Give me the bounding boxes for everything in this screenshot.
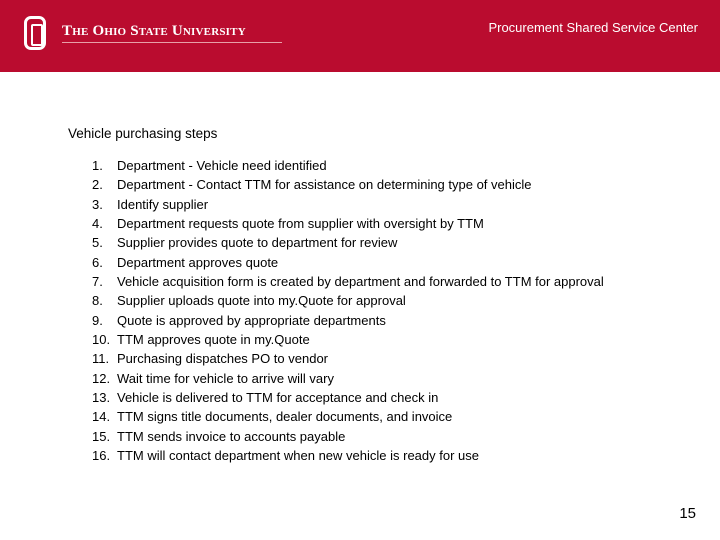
step-text: Department approves quote (117, 254, 279, 270)
step-number: 14. (92, 409, 111, 425)
step-number: 5. (92, 235, 103, 251)
step-text: Supplier uploads quote into my.Quote for approval (117, 293, 406, 309)
list-item (92, 197, 604, 216)
step-text: Department requests quote from supplier with oversight by TTM (117, 216, 484, 232)
step-text: Quote is approved by appropriate departments (117, 312, 386, 328)
slide-title: Vehicle purchasing steps (68, 126, 218, 141)
step-number: 4. (92, 216, 103, 232)
step-text: TTM will contact department when new vehicle is ready for use (117, 448, 479, 464)
list-item (92, 177, 604, 196)
step-number: 7. (92, 274, 103, 290)
osu-block-o-logo (24, 16, 46, 50)
page-number: 15 (679, 505, 696, 522)
list-item (92, 332, 604, 351)
list-item (92, 409, 604, 428)
step-text: TTM sends invoice to accounts payable (117, 428, 346, 444)
step-number: 6. (92, 254, 103, 270)
university-name: The Ohio State University (62, 23, 246, 39)
step-text: Department - Contact TTM for assistance on determining type of vehicle (117, 177, 532, 193)
step-text: Department - Vehicle need identified (117, 158, 327, 173)
step-number: 12. (92, 370, 111, 386)
header-banner (0, 0, 720, 72)
step-number: 16. (92, 448, 111, 464)
step-number: 10. (92, 332, 111, 348)
list-item (92, 293, 604, 312)
step-number: 1. (92, 158, 103, 173)
step-text: TTM approves quote in my.Quote (117, 332, 310, 348)
list-item (92, 255, 604, 274)
step-text: Identify supplier (117, 196, 209, 212)
logo-underline (62, 42, 282, 43)
list-item (92, 274, 604, 293)
step-text: Wait time for vehicle to arrive will vary (117, 370, 334, 386)
step-number: 13. (92, 390, 111, 406)
step-text: Supplier provides quote to department for review (117, 235, 398, 251)
list-item (92, 371, 604, 390)
step-number: 8. (92, 293, 103, 309)
step-number: 11. (92, 351, 110, 367)
step-number: 15. (92, 428, 111, 444)
step-text: Vehicle is delivered to TTM for acceptance and check in (117, 390, 439, 406)
step-number: 9. (92, 312, 103, 328)
center-name: Procurement Shared Service Center (488, 20, 698, 35)
list-item (92, 448, 604, 467)
list-item (92, 158, 604, 177)
list-item (92, 390, 604, 409)
steps-list (92, 158, 604, 468)
list-item (92, 216, 604, 235)
list-item (92, 313, 604, 332)
list-item (92, 429, 604, 448)
step-number: 2. (92, 177, 103, 193)
list-item (92, 351, 604, 370)
step-number: 3. (92, 196, 103, 212)
step-text: TTM signs title documents, dealer documents, and invoice (117, 409, 453, 425)
step-text: Vehicle acquisition form is created by department and forwarded to TTM for approval (117, 274, 604, 290)
step-text: Purchasing dispatches PO to vendor (117, 351, 329, 367)
list-item (92, 235, 604, 254)
